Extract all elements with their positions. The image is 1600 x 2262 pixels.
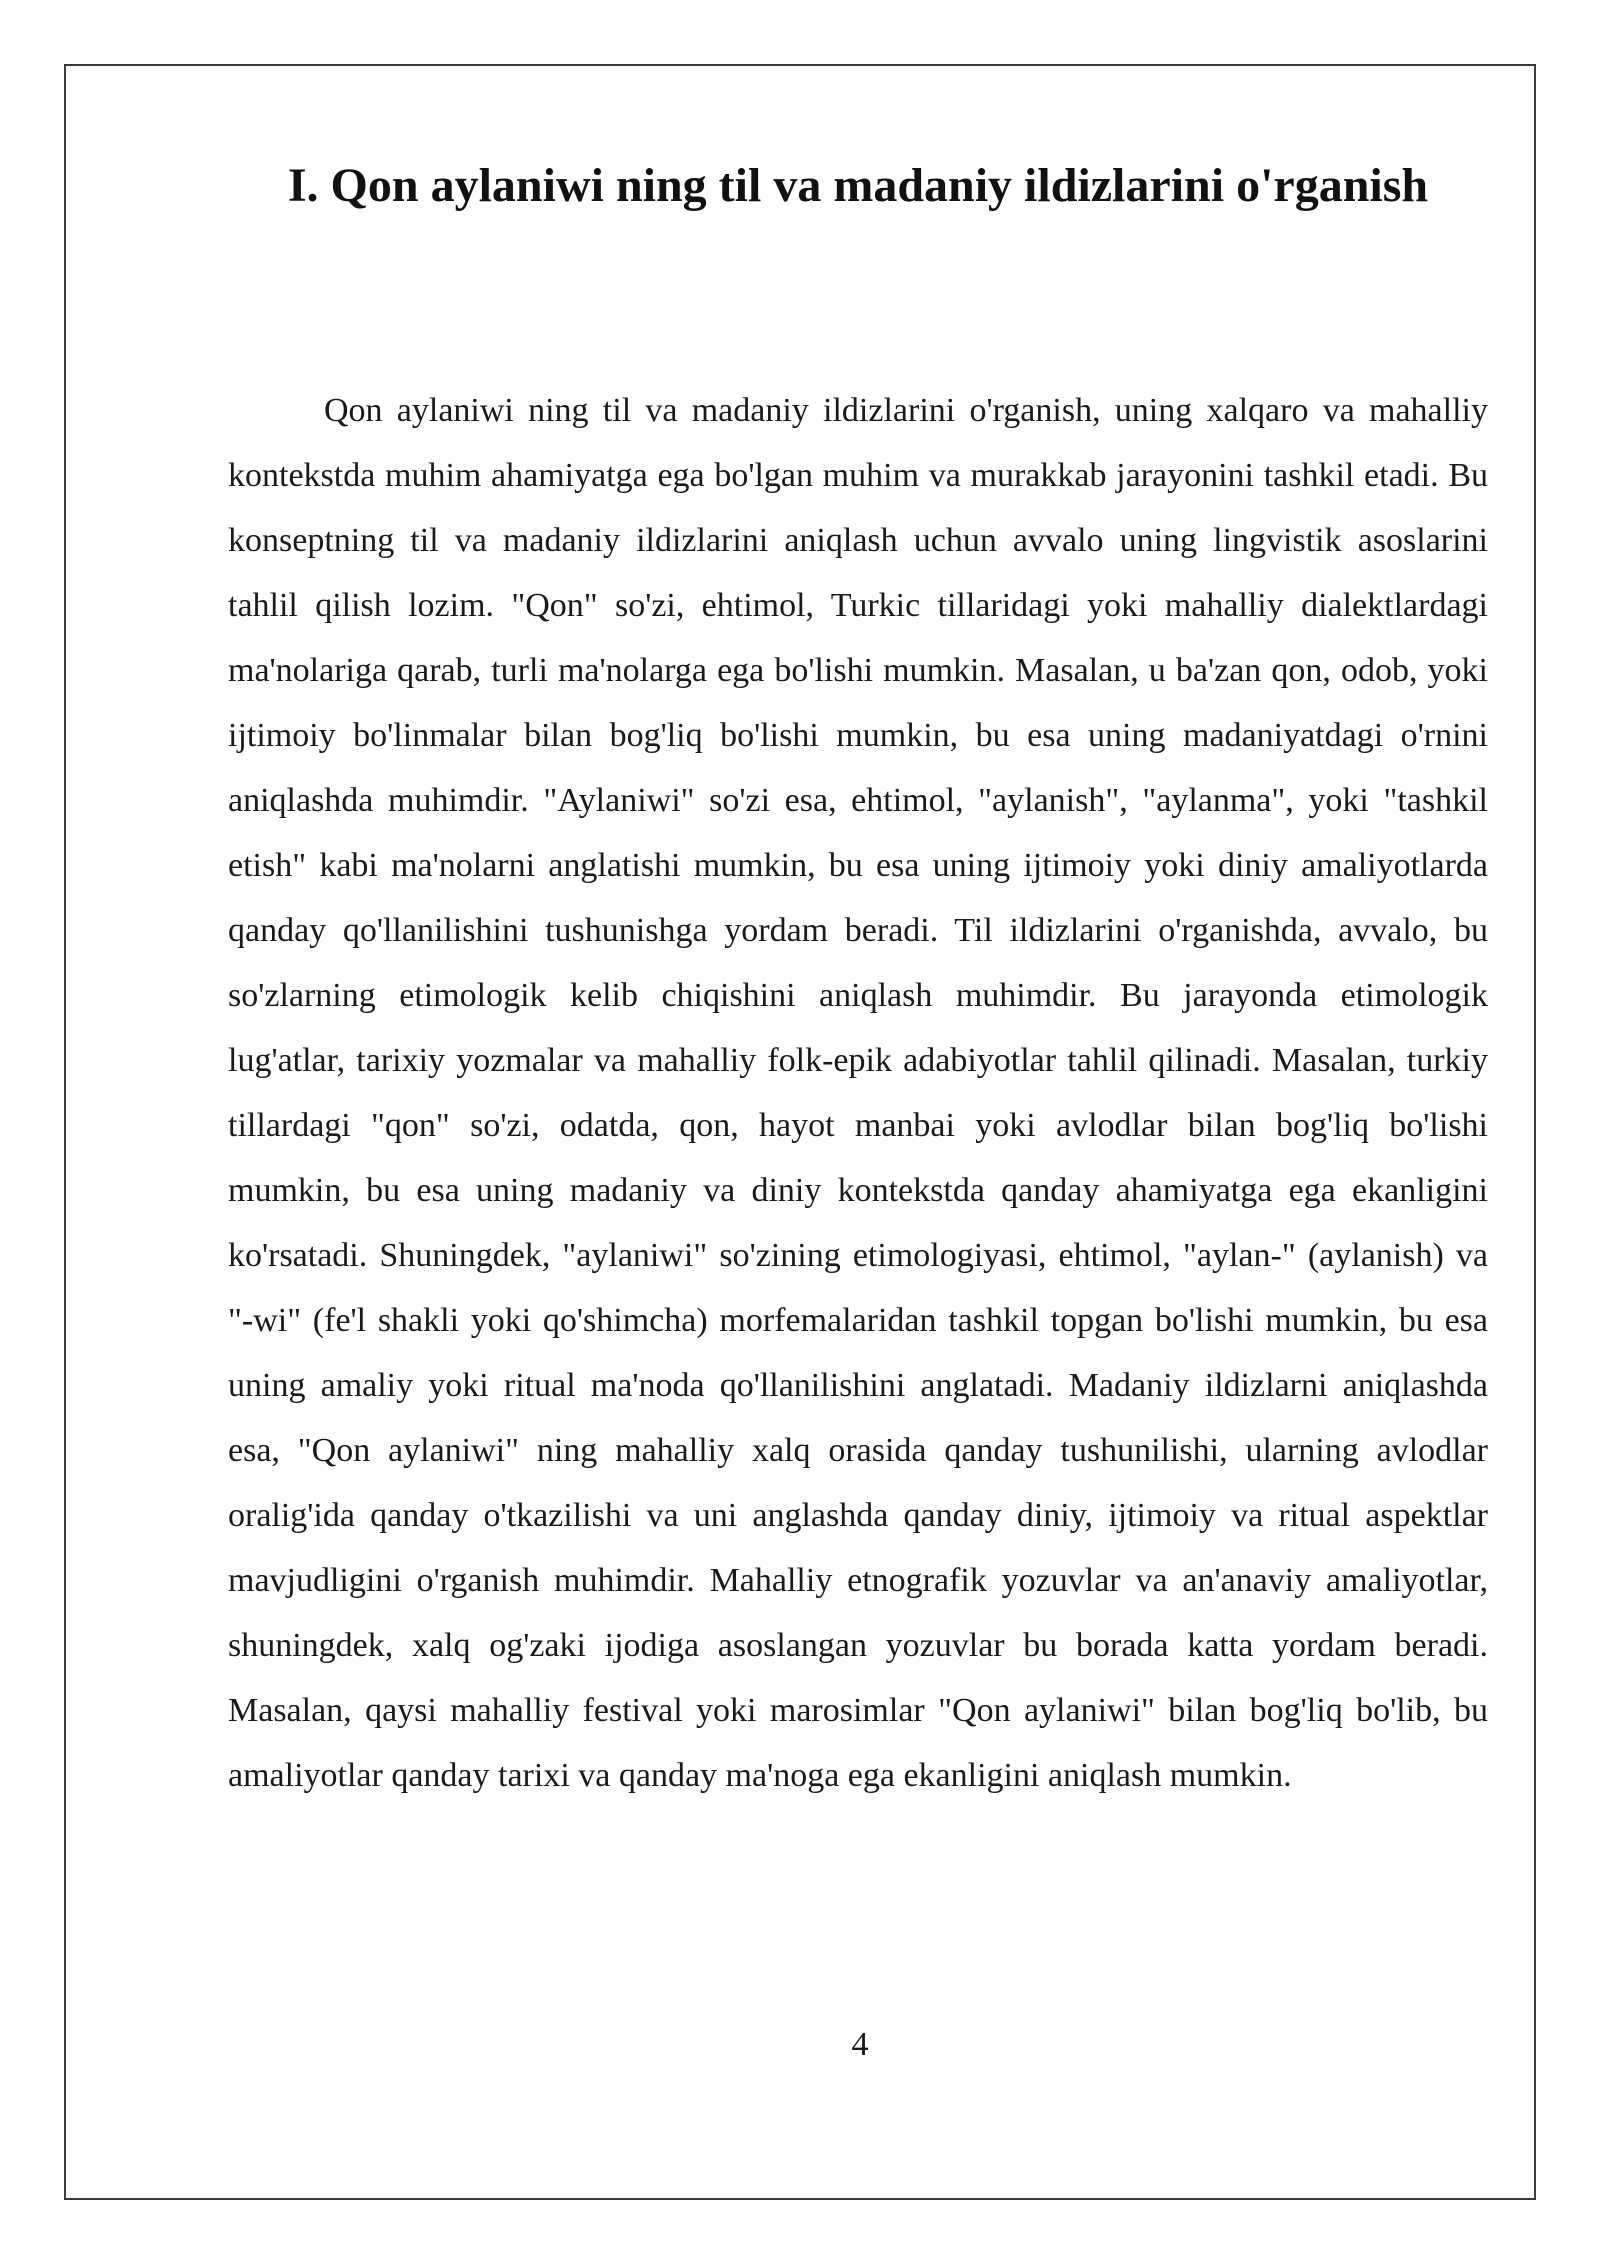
body-paragraph: Qon aylaniwi ning til va madaniy ildizlarini o'rganish, uning xalqaro va mahalliy kontekstda muhim ahamiyatga ega bo'lgan muhim va murakkab jarayonini tashkil etadi. Bu konseptning til va madaniy ildizlarini aniqlash uchun avvalo uning lingvistik asoslarini tahlil qilish lozim. "Qon" so'zi, ehtimol, Turkic tillaridagi yoki mahalliy dialektlardagi ma'nolariga qarab, turli ma'nolarga ega bo'lishi mumkin. Masalan, u ba'zan qon, odob, yoki ijtimoiy bo'linmalar bilan bog'liq bo'lishi mumkin, bu esa uning madaniyatdagi o'rnini aniqlashda muhimdir. "Aylaniwi" so'zi esa, ehtimol, "aylanish", "aylanma", yoki "tashkil etish" kabi ma'nolarni anglatishi mumkin, bu esa uning ijtimoiy yoki diniy amaliyotlarda qanday qo'llanilishini tushunishga yordam beradi. Til ildizlarini o'rganishda, avvalo, bu so'zlarning etimologik kelib chiqishini aniqlash muhimdir. Bu jarayonda etimologik lug'atlar, tarixiy yozmalar va mahalliy folk-epik adabiyotlar tahlil qilinadi. Masalan, turkiy tillardagi "qon" so'zi, odatda, qon, hayot manbai yoki avlodlar bilan bog'liq bo'lishi mumkin, bu esa uning madaniy va diniy kontekstda qanday ahamiyatga ega ekanligini ko'rsatadi. Shuningdek, "aylaniwi" so'zining etimologiyasi, ehtimol, "aylan-" (aylanish) va "-wi" (fe'l shakli yoki qo'shimcha) morfemalaridan tashkil topgan bo'lishi mumkin, bu esa uning amaliy yoki ritual ma'noda qo'llanilishini anglatadi. Madaniy ildizlarni aniqlashda esa, "Qon aylaniwi" ning mahalliy xalq orasida qanday tushunilishi, ularning avlodlar oralig'ida qanday o'tkazilishi va uni anglashda qanday diniy, ijtimoiy va ritual aspektlar mavjudligini o'rganish muhimdir. Mahalliy etnografik yozuvlar va an'anaviy amaliyotlar, shuningdek, xalq og'zaki ijodiga asoslangan yozuvlar bu borada katta yordam beradi. Masalan, qaysi mahalliy festival yoki marosimlar "Qon aylaniwi" bilan bog'liq bo'lib, bu amaliyotlar qanday tarixi va qanday ma'noga ega ekanligini aniqlash mumkin. <box>228 392 1488 1794</box>
section-heading: I. Qon aylaniwi ning til va madaniy ildizlarini o'rganish <box>287 159 1429 212</box>
page-number: 4 <box>851 2026 869 2063</box>
